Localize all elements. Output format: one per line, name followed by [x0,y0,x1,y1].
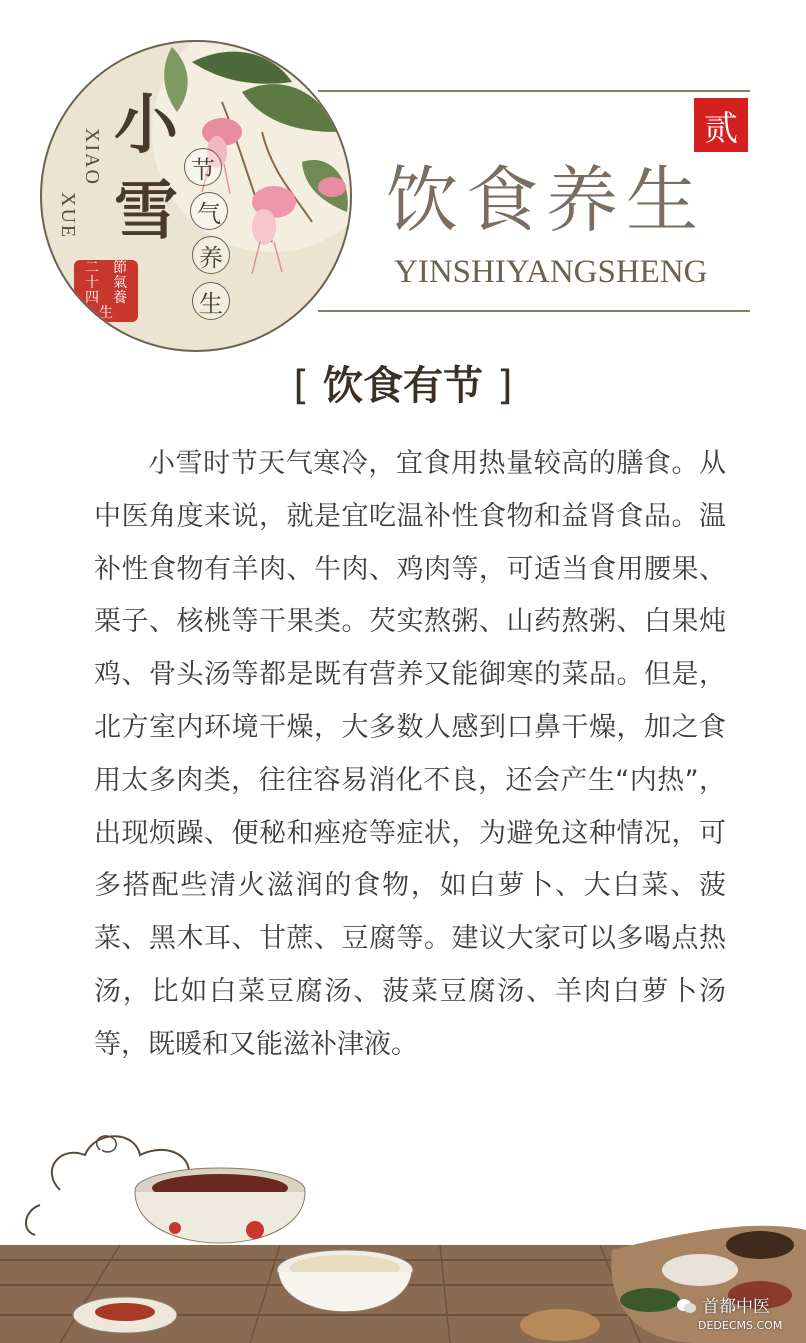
seal-char: 節 [113,260,127,276]
chat-bubble-icon [676,1298,696,1314]
header-rule-top [318,90,750,92]
bracket-right: ] [497,363,513,409]
watermark-text: 首都中医 [702,1297,770,1317]
circle-char: 节 [184,148,222,186]
circle-char: 养 [192,236,230,274]
number-badge: 贰 [694,98,748,152]
seal-char: 四 [85,290,99,306]
seal-char: 生 [99,305,113,321]
header-rule-bottom [318,310,750,312]
page-title: 饮食养生 [386,158,707,242]
badge-char-xue: 雪 [114,174,178,249]
section-heading-text: 饮食有节 [323,363,483,409]
badge-pinyin-xiao: XIAO [81,128,103,186]
seal-char: 養 [113,290,127,306]
solar-term-badge [40,40,352,352]
watermark-code: DEDECMS.COM [698,1319,783,1332]
badge-pinyin-xue: XUE [57,192,79,240]
circle-char: 气 [190,192,228,230]
watermark [676,1292,770,1317]
section-heading [0,362,806,410]
page-title-pinyin: YINSHIYANGSHENG [394,254,708,290]
body-paragraph: 小雪时节天气寒冷，宜食用热量较高的膳食。从中医角度来说，就是宜吃温补性食物和益肾食品。温补性食物有羊肉、牛肉、鸡肉等，可适当食用腰果、栗子、核桃等干果类。芡实熬粥、山药熬粥、白果炖鸡、骨头汤等都是既有营养又能御寒的菜品。但是，北方室内环境干燥，大多数人感到口鼻干燥，加之食用太多肉类，往往容易消化不良，还会产生“内热”，出现烦躁、便秘和痤疮等症状，为避免这种情况，可多搭配些清火滋润的食物，如白萝卜、大白菜、菠菜、黑木耳、甘蔗、豆腐等。建议大家可以多喝点热汤，比如白菜豆腐汤、菠菜豆腐汤、羊肉白萝卜汤等，既暖和又能滋补津液。 [94,448,726,1060]
badge-char-xiao: 小 [114,88,178,163]
red-seal-stamp [74,260,138,322]
bracket-left: [ [293,363,309,409]
seal-char: 二 [85,260,99,276]
seal-char: 十 [85,275,99,291]
seal-char: 氣 [113,275,127,291]
circle-char: 生 [192,282,230,320]
